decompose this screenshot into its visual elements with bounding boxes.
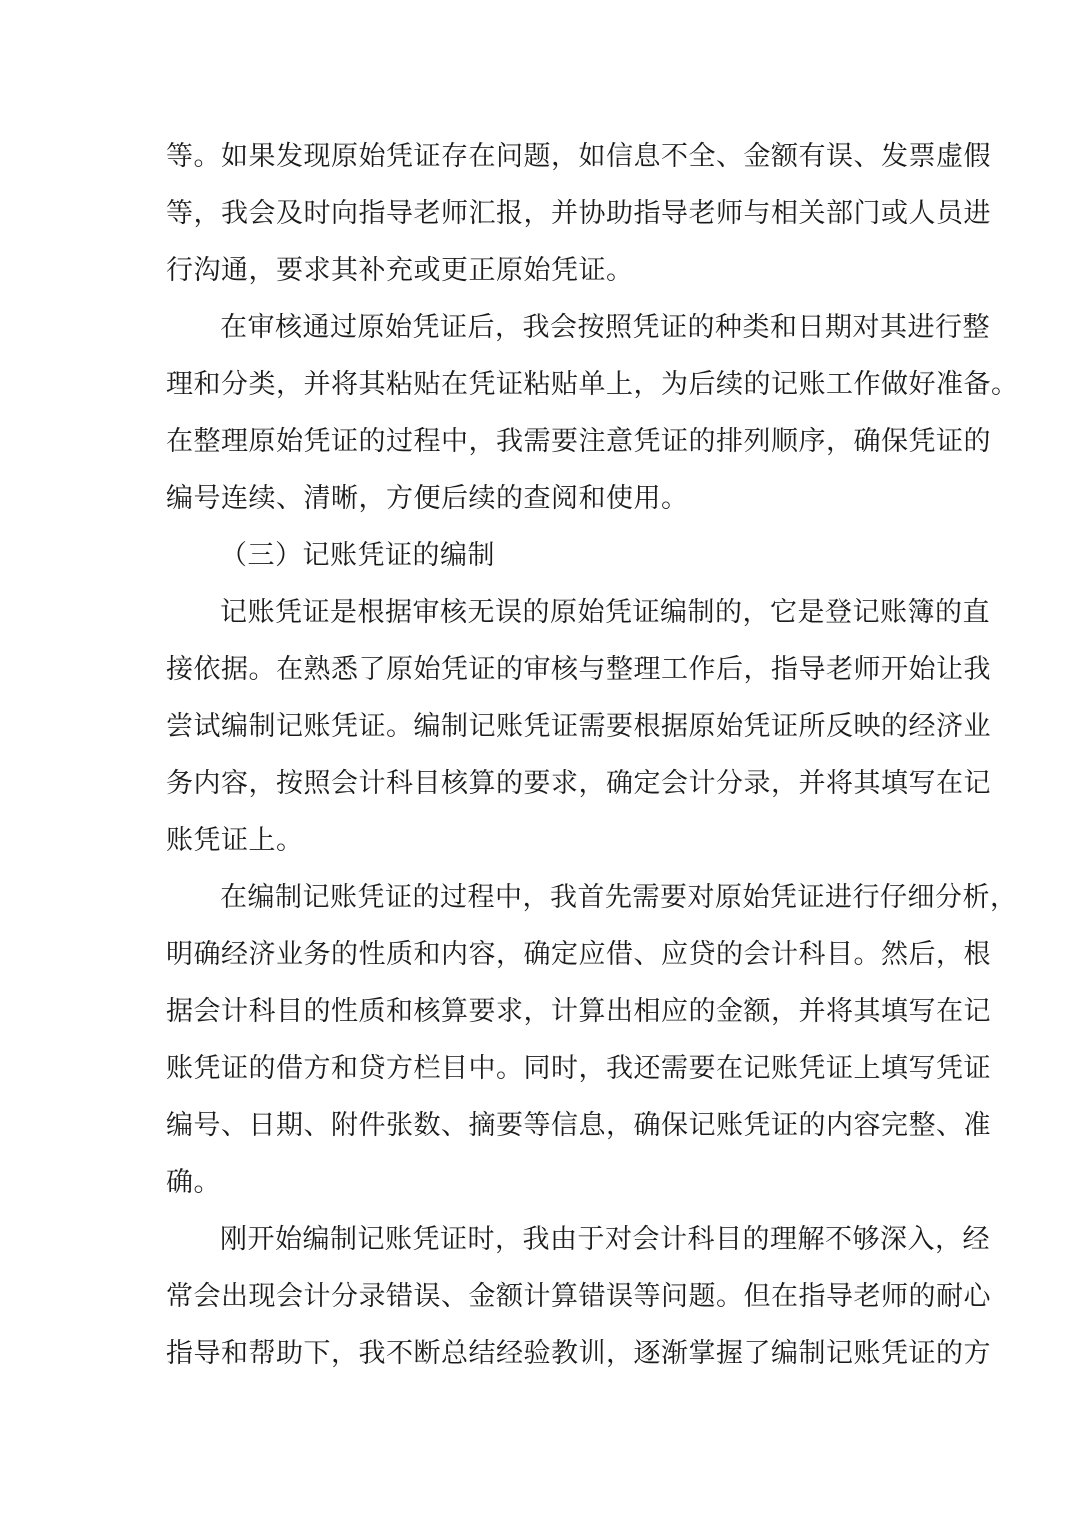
text-line: 行沟通，要求其补充或更正原始凭证。 (166, 255, 634, 286)
text-line: 据会计科目的性质和核算要求，计算出相应的金额，并将其填写在记 (166, 996, 991, 1027)
text-line: 等，我会及时向指导老师汇报，并协助指导老师与相关部门或人员进 (166, 198, 991, 229)
text-line: 理和分类，并将其粘贴在凭证粘贴单上，为后续的记账工作做好准备。 (166, 369, 1019, 400)
paragraph-first-line: 记账凭证是根据审核无误的原始凭证编制的，它是登记账簿的直 (220, 597, 990, 628)
text-line: 确。 (166, 1167, 221, 1198)
text-line: 尝试编制记账凭证。编制记账凭证需要根据原始凭证所反映的经济业 (166, 711, 991, 742)
section-heading: （三）记账凭证的编制 (220, 540, 495, 571)
text-line: 账凭证的借方和贷方栏目中。同时，我还需要在记账凭证上填写凭证 (166, 1053, 991, 1084)
text-line: 务内容，按照会计科目核算的要求，确定会计分录，并将其填写在记 (166, 768, 991, 799)
text-line: 在整理原始凭证的过程中，我需要注意凭证的排列顺序，确保凭证的 (166, 426, 991, 457)
text-line: 编号连续、清晰，方便后续的查阅和使用。 (166, 483, 689, 514)
text-line: 常会出现会计分录错误、金额计算错误等问题。但在指导老师的耐心 (166, 1281, 991, 1312)
paragraph-first-line: 刚开始编制记账凭证时，我由于对会计科目的理解不够深入，经 (220, 1224, 990, 1255)
text-line: 编号、日期、附件张数、摘要等信息，确保记账凭证的内容完整、准 (166, 1110, 991, 1141)
text-line: 明确经济业务的性质和内容，确定应借、应贷的会计科目。然后，根 (166, 939, 991, 970)
document-page (166, 128, 1019, 1382)
text-line: 账凭证上。 (166, 825, 304, 856)
text-line: 等。如果发现原始凭证存在问题，如信息不全、金额有误、发票虚假 (166, 141, 991, 172)
text-line: 接依据。在熟悉了原始凭证的审核与整理工作后，指导老师开始让我 (166, 654, 991, 685)
paragraph-first-line: 在编制记账凭证的过程中，我首先需要对原始凭证进行仔细分析， (220, 882, 1018, 913)
text-line: 指导和帮助下，我不断总结经验教训，逐渐掌握了编制记账凭证的方 (166, 1338, 991, 1369)
paragraph-first-line: 在审核通过原始凭证后，我会按照凭证的种类和日期对其进行整 (220, 312, 990, 343)
